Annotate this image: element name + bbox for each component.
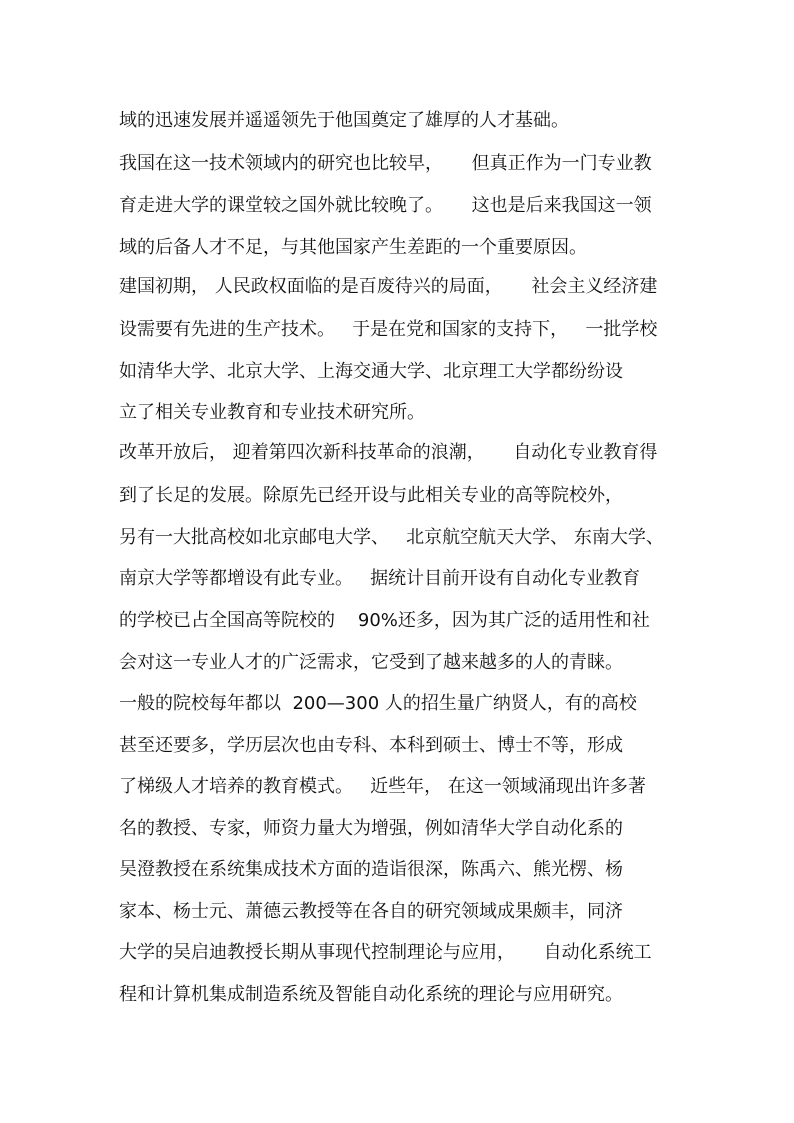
- text-line: 程和计算机集成制造系统及智能自动化系统的理论与应用研究。: [119, 984, 623, 1005]
- text-line: 建国初期， 人民政权面临的是百废待兴的局面， 社会主义经济建: [119, 276, 658, 297]
- text-line: 域的后备人才不足，与其他国家产生差距的一个重要原因。: [119, 237, 587, 258]
- text-line: 另有一大批高校如北京邮电大学、 北京航空航天大学、 东南大学、: [119, 527, 664, 548]
- text-line: 域的迅速发展并遥遥领先于他国奠定了雄厚的人才基础。: [119, 110, 569, 131]
- text-line: 南京大学等都增设有此专业。 据统计目前开设有自动化专业教育: [119, 568, 641, 589]
- text-line: 甚至还要多，学历层次也由专科、本科到硕士、博士不等，形成: [119, 735, 623, 756]
- text-line: 改革开放后， 迎着第四次新科技革命的浪潮， 自动化专业教育得: [119, 442, 658, 463]
- text-line: 会对这一专业人才的广泛需求，它受到了越来越多的人的青睐。: [119, 652, 623, 673]
- text-line: 设需要有先进的生产技术。 于是在党和国家的支持下， 一批学校: [119, 319, 658, 340]
- text-line: 大学的吴启迪教授长期从事现代控制理论与应用， 自动化系统工: [119, 942, 652, 963]
- text-line: 了梯级人才培养的教育模式。 近些年， 在这一领域涌现出许多著: [119, 776, 646, 797]
- text-line: 我国在这一技术领域内的研究也比较早， 但真正作为一门专业教: [119, 153, 652, 174]
- text-line: 如清华大学、北京大学、上海交通大学、北京理工大学都纷纷设: [119, 361, 623, 382]
- text-line: 一般的院校每年都以 200—300 人的招生量广纳贤人，有的高校: [119, 693, 637, 714]
- text-line: 家本、杨士元、萧德云教授等在各自的研究领域成果颇丰，同济: [119, 901, 623, 922]
- text-line: 立了相关专业教育和专业技术研究所。: [119, 402, 425, 423]
- text-line: 的学校已占全国高等院校的 90%还多，因为其广泛的适用性和社: [119, 610, 650, 631]
- text-line: 吴澄教授在系统集成技术方面的造诣很深，陈禹六、熊光楞、杨: [119, 859, 623, 880]
- text-line: 名的教授、专家，师资力量大为增强，例如清华大学自动化系的: [119, 818, 623, 839]
- text-line: 到了长足的发展。除原先已经开设与此相关专业的高等院校外，: [119, 485, 623, 506]
- text-line: 育走进大学的课堂较之国外就比较晚了。 这也是后来我国这一领: [119, 195, 652, 216]
